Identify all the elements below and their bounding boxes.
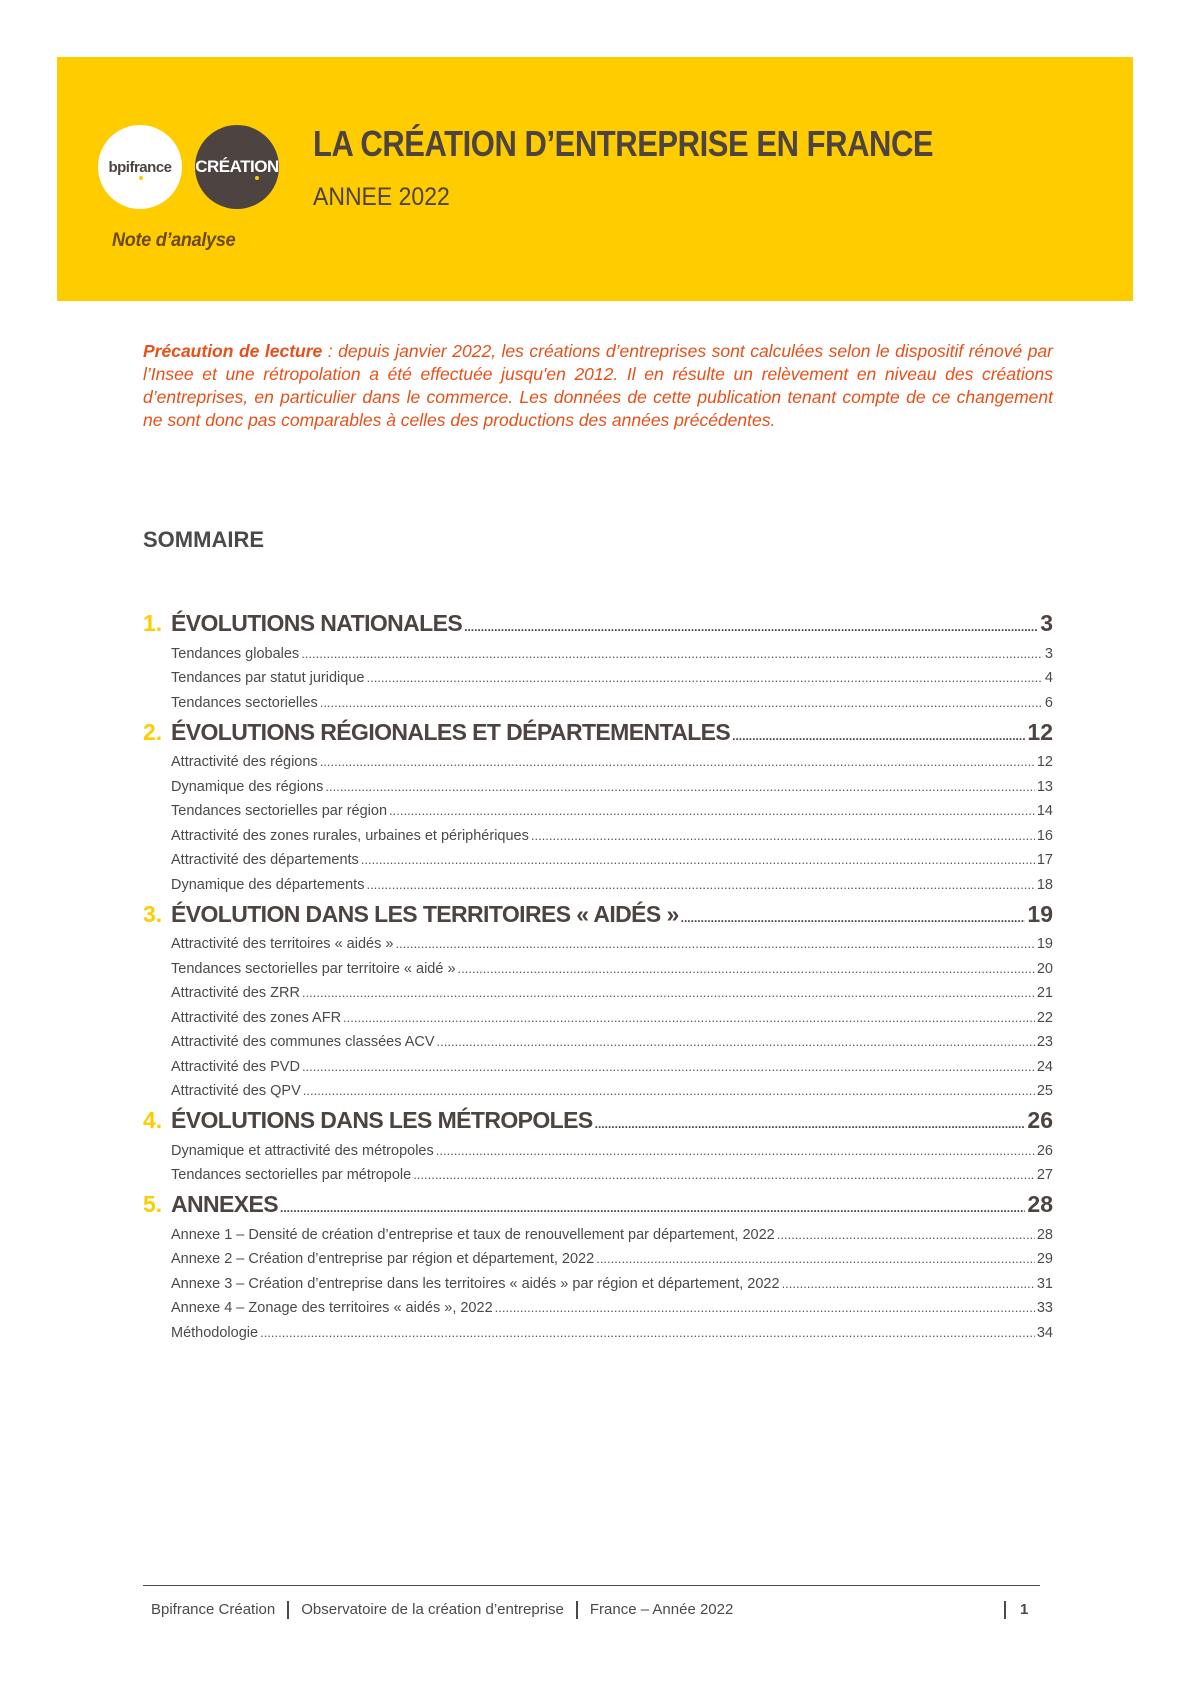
toc-leader [732,719,1025,746]
toc-entry[interactable] [143,637,1053,662]
toc-section-number: 5. [143,1191,163,1217]
caution-lead: Précaution de lecture [143,341,323,361]
toc-entry-label: Tendances par statut juridique [171,670,365,686]
toc-entry-page: 18 [1036,876,1053,893]
bpifrance-logo [98,125,182,209]
toc-leader [495,1300,1035,1316]
toc-entry-label: Attractivité des ZRR [171,985,300,1001]
toc-entry[interactable] [143,1243,1053,1268]
page-title: LA CRÉATION D’ENTREPRISE EN FRANCE [313,123,934,164]
page-subtitle: ANNEE 2022 [313,183,450,211]
toc-heading: SOMMAIRE [143,527,264,552]
footer-separator [1004,1601,1006,1619]
table-of-contents [143,602,1053,1341]
toc-leader [366,670,1042,686]
footer-separator [576,1601,578,1619]
toc-section[interactable] [143,715,1053,746]
footer-separator [287,1601,289,1619]
toc-leader [303,1083,1035,1099]
toc-leader [782,1276,1035,1292]
toc-leader [777,1227,1035,1243]
toc-section-label: ÉVOLUTIONS RÉGIONALES ET DÉPARTEMENTALES [171,718,731,745]
toc-leader [325,779,1035,795]
toc-entry-page: 24 [1036,1058,1053,1075]
toc-leader [280,1191,1025,1218]
toc-entry-label: Attractivité des QPV [171,1083,301,1099]
toc-entry[interactable] [143,1134,1053,1159]
toc-entry[interactable] [143,1026,1053,1051]
toc-section-page: 3 [1040,610,1053,636]
toc-leader [436,1143,1035,1159]
toc-entry-label: Tendances globales [171,645,300,662]
footer-org: Bpifrance Création [151,1601,276,1618]
toc-leader [320,695,1043,711]
toc-leader [361,852,1035,868]
toc-section[interactable] [143,897,1053,928]
footer-scope: France – Année 2022 [589,1601,734,1618]
toc-entry-page: 23 [1036,1034,1053,1050]
toc-leader [395,936,1034,952]
toc-entry-page: 3 [1044,645,1053,662]
footer [151,1601,733,1619]
note-label: Note d’analyse [112,230,236,251]
toc-entry-page: 26 [1036,1142,1053,1159]
toc-leader [531,828,1035,844]
toc-section[interactable] [143,606,1053,637]
toc-entry[interactable] [143,952,1053,977]
toc-entry-page: 34 [1036,1324,1053,1341]
toc-leader [596,1251,1035,1267]
toc-section-number: 3. [143,900,163,927]
caution-text: : depuis janvier 2022, les créations d’entreprises sont calculées selon le dispositif rénové par l’Insee et une rétropolation a été effectuée jusqu'en 2012. Il en résulte un relèvement en niveau des créations d’entreprises, en particulier dans le commerce. Les données de cette publication tenant compte de ce changement ne sont donc pas comparables à celles des productions des années précédentes. [143,341,1053,430]
footer-page-number [1004,1601,1028,1619]
toc-leader [413,1167,1035,1183]
page-number: 1 [1020,1601,1029,1618]
toc-entry-label: Attractivité des communes classées ACV [171,1034,435,1050]
toc-entry-page: 28 [1036,1226,1053,1243]
creation-logo [195,125,279,209]
toc-entry[interactable] [143,819,1053,844]
toc-entry-label: Attractivité des PVD [171,1058,300,1075]
toc-entry-page: 33 [1036,1300,1053,1316]
toc-entry-label: Attractivité des zones rurales, urbaines et périphériques [171,827,529,844]
toc-section-label: ÉVOLUTIONS NATIONALES [171,610,463,636]
toc-entry-page: 25 [1036,1083,1053,1099]
reading-caution [143,340,1053,432]
toc-entry-label: Attractivité des départements [171,852,359,868]
toc-section-number: 2. [143,718,163,745]
toc-section-number: 4. [143,1107,163,1133]
toc-entry-label: Attractivité des régions [171,754,318,770]
toc-entry[interactable] [143,1159,1053,1184]
toc-entry-page: 31 [1036,1275,1053,1292]
toc-leader [343,1010,1035,1026]
toc-entry-label: Annexe 3 – Création d’entreprise dans les territoires « aidés » par région et département, 2022 [171,1275,780,1292]
toc-section[interactable] [143,1103,1053,1134]
creation-logo-text: CRÉATION [195,157,279,176]
toc-entry-page: 27 [1036,1167,1053,1183]
toc-entry-page: 16 [1036,827,1053,844]
toc-entry-page: 29 [1036,1251,1053,1267]
toc-entry[interactable] [143,1050,1053,1075]
toc-section-page: 19 [1027,900,1053,927]
toc-entry-page: 14 [1036,803,1053,819]
toc-entry-page: 21 [1036,985,1053,1001]
toc-leader [302,1059,1035,1075]
toc-entry[interactable] [143,1316,1053,1341]
toc-entry-label: Annexe 4 – Zonage des territoires « aidés », 2022 [171,1300,493,1316]
toc-entry[interactable] [143,746,1053,771]
toc-leader [464,610,1038,637]
toc-entry-page: 13 [1036,778,1053,795]
toc-entry-page: 4 [1044,670,1053,686]
toc-entry-label: Tendances sectorielles par région [171,803,388,819]
toc-section-label: ÉVOLUTION DANS LES TERRITOIRES « AIDÉS » [171,900,679,927]
toc-entry[interactable] [143,844,1053,869]
toc-leader [302,985,1035,1001]
toc-entry-label: Annexe 2 – Création d’entreprise par région et département, 2022 [171,1251,595,1267]
toc-entry-page: 19 [1036,936,1053,952]
toc-leader [320,754,1035,770]
toc-leader [260,1325,1035,1341]
toc-entry[interactable] [143,928,1053,953]
toc-section-label: ANNEXES [171,1191,278,1217]
toc-section-page: 26 [1027,1107,1053,1133]
footer-observatory: Observatoire de la création d’entreprise [301,1601,564,1618]
toc-entry[interactable] [143,1218,1053,1243]
toc-section-page: 28 [1027,1191,1053,1217]
toc-leader [458,961,1035,977]
bpifrance-logo-text: bpifrance [108,158,172,176]
toc-section-number: 1. [143,610,163,636]
toc-leader [595,1107,1026,1134]
toc-entry[interactable] [143,1292,1053,1317]
toc-leader [366,877,1034,893]
toc-entry-label: Méthodologie [171,1324,259,1341]
toc-entry[interactable] [143,1075,1053,1100]
footer-divider [143,1585,1040,1586]
toc-entry[interactable] [143,977,1053,1002]
toc-entry-label: Dynamique des régions [171,778,324,795]
toc-leader [301,646,1043,662]
toc-entry-label: Tendances sectorielles [171,694,318,711]
toc-entry-page: 6 [1044,694,1053,711]
toc-section-label: ÉVOLUTIONS DANS LES MÉTROPOLES [171,1107,593,1133]
toc-entry-page: 22 [1036,1009,1053,1026]
toc-entry[interactable] [143,1001,1053,1026]
toc-entry-label: Tendances sectorielles par métropole [171,1167,412,1183]
toc-entry-label: Attractivité des territoires « aidés » [171,936,394,952]
toc-entry[interactable] [143,1267,1053,1292]
toc-leader [437,1034,1035,1050]
toc-entry[interactable] [143,868,1053,893]
toc-entry-label: Dynamique des départements [171,876,365,893]
toc-entry-page: 20 [1036,960,1053,977]
toc-entry-page: 17 [1036,852,1053,868]
toc-leader [389,803,1035,819]
toc-entry-label: Tendances sectorielles par territoire « aidé » [171,960,456,977]
toc-entry-label: Dynamique et attractivité des métropoles [171,1142,434,1159]
header-banner [57,57,1133,301]
toc-leader [681,901,1026,928]
toc-section-page: 12 [1027,718,1053,745]
logo-dot-icon [255,176,259,180]
toc-entry-page: 12 [1036,754,1053,770]
logo-dot-icon [139,176,143,180]
toc-entry-label: Attractivité des zones AFR [171,1009,342,1026]
toc-entry-label: Annexe 1 – Densité de création d’entreprise et taux de renouvellement par département, 2022 [171,1226,775,1243]
toc-entry[interactable] [143,686,1053,711]
toc-section[interactable] [143,1187,1053,1218]
toc-entry[interactable] [143,795,1053,820]
toc-entry[interactable] [143,662,1053,687]
toc-entry[interactable] [143,770,1053,795]
